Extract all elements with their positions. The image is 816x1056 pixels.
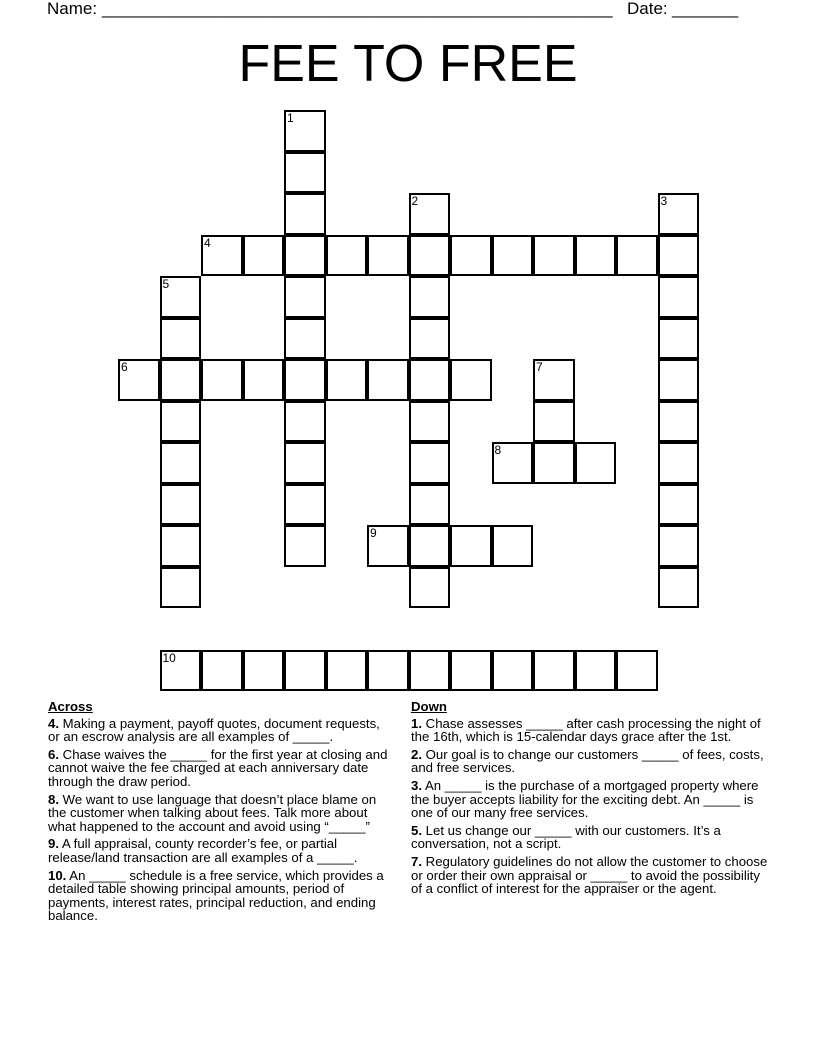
grid-cell[interactable]: [658, 484, 700, 526]
grid-cell[interactable]: [284, 359, 326, 401]
grid-cell[interactable]: [284, 401, 326, 443]
grid-cell[interactable]: [492, 525, 534, 567]
grid-cell[interactable]: [409, 276, 451, 318]
grid-cell[interactable]: [367, 359, 409, 401]
grid-cell[interactable]: [533, 401, 575, 443]
grid-cell[interactable]: [492, 442, 534, 484]
clue-down-7: 7. Regulatory guidelines do not allow the customer to choose or order their own appraisal or _____ to avoid the possibility of a conflict of interest for the appraiser or the agent.: [411, 853, 768, 897]
grid-cell[interactable]: [409, 193, 451, 235]
cell-number: 9: [370, 526, 377, 540]
grid-cell[interactable]: [533, 650, 575, 692]
grid-cell[interactable]: [284, 484, 326, 526]
grid-cell[interactable]: [409, 442, 451, 484]
cell-number: 6: [121, 360, 128, 374]
down-heading: Down: [411, 699, 447, 714]
name-label: Name:: [47, 0, 98, 18]
cell-number: 10: [162, 650, 176, 665]
grid-cell[interactable]: [450, 650, 492, 692]
across-heading: Across: [48, 699, 93, 714]
grid-cell[interactable]: [658, 276, 700, 318]
date-field[interactable]: _______: [672, 0, 739, 18]
grid-cell[interactable]: [160, 401, 202, 443]
grid-cell[interactable]: [658, 318, 700, 360]
grid-cell[interactable]: [160, 484, 202, 526]
name-field[interactable]: ______________________________________________________: [102, 0, 613, 18]
grid-cell[interactable]: [160, 276, 202, 318]
grid-cell[interactable]: [201, 359, 243, 401]
grid-cell[interactable]: [658, 442, 700, 484]
clue-across-6: 6. Chase waives the _____ for the first year at closing and cannot waive the fee charged at each anniversary date through the draw period.: [48, 746, 388, 789]
grid-cell[interactable]: [575, 442, 617, 484]
grid-cell[interactable]: [616, 235, 658, 277]
clue-down-3: 3. An _____ is the purchase of a mortgaged property where the buyer accepts liability for the exciting debt. An _____ is one of our many free services.: [411, 777, 759, 821]
clue-down-5: 5. Let us change our _____ with our customers. It’s a conversation, not a script.: [411, 822, 721, 852]
puzzle-title: FEE TO FREE: [238, 35, 578, 93]
grid-cell[interactable]: [492, 650, 534, 692]
cell-number: 1: [287, 111, 294, 125]
grid-cell[interactable]: [533, 235, 575, 277]
grid-cell[interactable]: [284, 650, 326, 692]
across-clues: [48, 700, 390, 927]
down-clues: [411, 700, 769, 900]
grid-cell[interactable]: [367, 525, 409, 567]
grid-cell[interactable]: [284, 276, 326, 318]
grid-cell[interactable]: [243, 650, 285, 692]
cell-number: 7: [536, 360, 543, 374]
grid-cell[interactable]: [616, 650, 658, 692]
grid-cell[interactable]: [284, 525, 326, 567]
grid-cell[interactable]: [284, 152, 326, 194]
grid-cell[interactable]: [409, 484, 451, 526]
grid-cell[interactable]: [160, 525, 202, 567]
grid-cell[interactable]: [450, 525, 492, 567]
grid-cell[interactable]: [492, 235, 534, 277]
grid-cell[interactable]: [326, 235, 368, 277]
grid-cell[interactable]: [243, 359, 285, 401]
grid-cell[interactable]: [284, 110, 326, 152]
grid-cell[interactable]: [284, 442, 326, 484]
grid-cell[interactable]: [160, 650, 202, 692]
grid-cell[interactable]: [658, 525, 700, 567]
clue-down-2: 2. Our goal is to change our customers _____ of fees, costs, and free services.: [411, 746, 764, 776]
grid-cell[interactable]: [409, 567, 451, 609]
grid-cell[interactable]: [409, 525, 451, 567]
grid-cell[interactable]: [533, 359, 575, 401]
clue-down-1: 1. Chase assesses _____ after cash processing the night of the 16th, which is 15-calendar days grace after the 1st.: [411, 715, 761, 745]
grid-cell[interactable]: [201, 235, 243, 277]
grid-cell[interactable]: [160, 567, 202, 609]
grid-cell[interactable]: [409, 359, 451, 401]
grid-cell[interactable]: [450, 359, 492, 401]
grid-cell[interactable]: [409, 235, 451, 277]
cell-number: 5: [162, 277, 170, 291]
grid-cell[interactable]: [409, 401, 451, 443]
clue-across-4: 4. Making a payment, payoff quotes, document requests, or an escrow analysis are all examples of _____.: [48, 715, 380, 745]
grid-cell[interactable]: [284, 318, 326, 360]
grid-cell[interactable]: [284, 193, 326, 235]
grid-cell[interactable]: [326, 359, 368, 401]
cell-number: 8: [494, 443, 502, 457]
grid-cell[interactable]: [658, 359, 700, 401]
grid-cell[interactable]: [533, 442, 575, 484]
grid-cell[interactable]: [243, 235, 285, 277]
grid-cell[interactable]: [409, 650, 451, 692]
grid-cell[interactable]: [450, 235, 492, 277]
grid-cell[interactable]: [160, 359, 202, 401]
grid-cell[interactable]: [575, 235, 617, 277]
grid-cell[interactable]: [160, 442, 202, 484]
grid-cell[interactable]: [367, 650, 409, 692]
clue-across-8: 8. We want to use language that doesn’t place blame on the customer when talking about fees. Talk more about what happened to the account and avoid using “_____”: [48, 791, 377, 834]
clue-across-9: 9. A full appraisal, county recorder’s fee, or partial release/land transaction are all examples of a _____.: [48, 836, 358, 865]
grid-cell[interactable]: [201, 650, 243, 692]
cell-number: 2: [411, 194, 419, 208]
grid-cell[interactable]: [409, 318, 451, 360]
grid-cell[interactable]: [367, 235, 409, 277]
cell-number: 4: [204, 235, 211, 250]
grid-cell[interactable]: [160, 318, 202, 360]
grid-cell[interactable]: [658, 401, 700, 443]
cell-number: 3: [660, 194, 668, 208]
grid-cell[interactable]: [658, 193, 700, 235]
clue-across-10: 10. An _____ schedule is a free service, which provides a detailed table showing principal amounts, period of payments, interest rates, principal reduction, and ending balance.: [48, 867, 384, 924]
date-label: Date:: [627, 0, 668, 18]
grid-cell[interactable]: [658, 567, 700, 609]
grid-cell[interactable]: [284, 235, 326, 277]
grid-cell[interactable]: [658, 235, 700, 277]
grid-cell[interactable]: [118, 359, 160, 401]
grid-cell[interactable]: [326, 650, 368, 692]
grid-cell[interactable]: [575, 650, 617, 692]
